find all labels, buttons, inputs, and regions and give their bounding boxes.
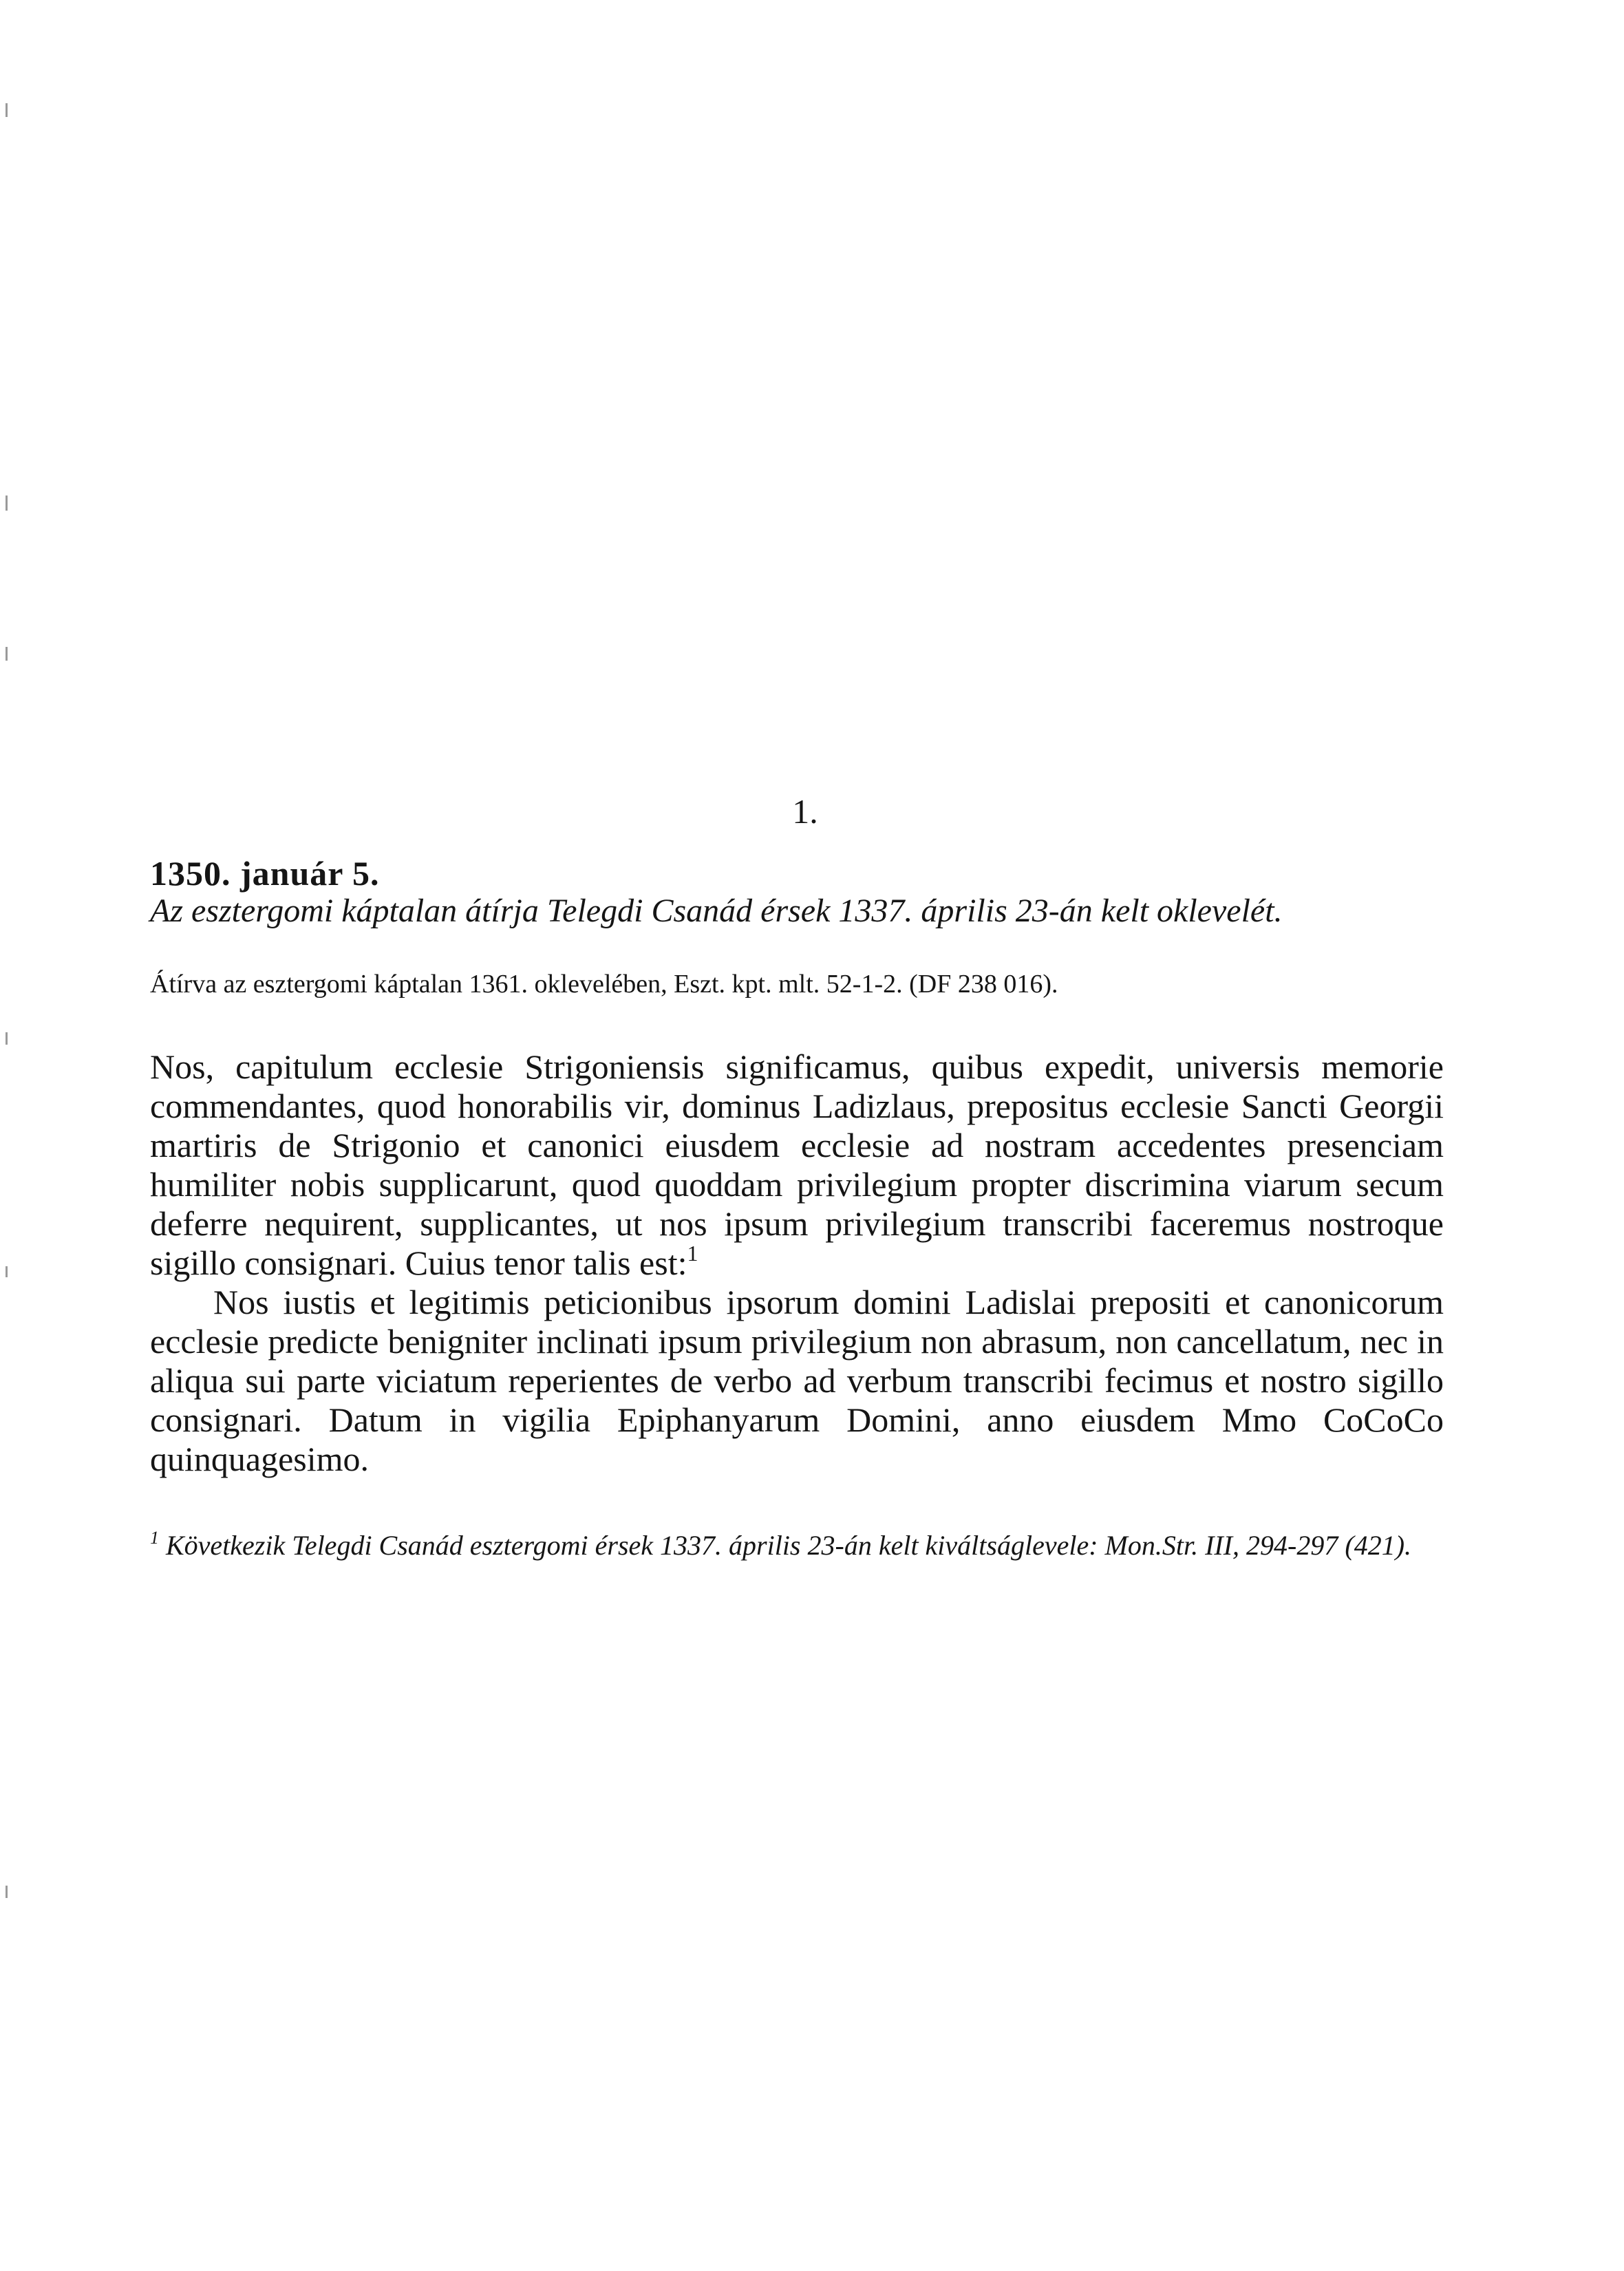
document-body — [150, 1047, 1444, 1479]
body-paragraph — [150, 1047, 1444, 1283]
scan-edge-mark — [6, 647, 8, 661]
footnote — [150, 1526, 1444, 1565]
paragraph-text: Nos, capitulum ecclesie Strigoniensis significamus, quibus expedit, universis memorie commendantes, quod honorabilis vir, dominus Ladizlaus, prepositus ecclesie Sancti Georgii martiris de Strigonio et canonici eiusdem ecclesie ad nostram accedentes presenciam humiliter nobis supplicarunt, quod quoddam privilegium propter discrimina viarum secum deferre nequirent, supplicantes, ut nos ipsum privilegium transcribi faceremus nostroque sigillo consignari. Cuius tenor talis est: — [150, 1047, 1444, 1282]
footnote-reference: 1 — [687, 1241, 698, 1266]
scan-edge-mark — [6, 1886, 8, 1898]
footnote-marker: 1 — [150, 1528, 159, 1548]
source-note: Átírva az esztergomi káptalan 1361. oklevelében, Eszt. kpt. mlt. 52-1-2. (DF 238 016). — [150, 970, 1058, 999]
scan-edge-mark — [6, 103, 8, 117]
document-number: 1. — [792, 792, 818, 831]
date-heading: 1350. január 5. — [150, 854, 380, 893]
body-paragraph: Nos iustis et legitimis peticionibus ipsorum domini Ladislai prepositi et canonicorum ecclesie predicte benigniter inclinati ipsum privilegium non abrasum, non cancellatum, nec in aliqua sui parte viciatum reperientes de verbo ad verbum transcribi fecimus et nostro sigillo consignari. Datum in vigilia Epiphanyarum Domini, anno eiusdem Mmo CoCoCo quinquagesimo. — [150, 1283, 1444, 1478]
scan-edge-mark — [6, 1266, 8, 1277]
scan-edge-mark — [6, 495, 8, 511]
scan-edge-mark — [6, 1032, 8, 1045]
document-summary: Az esztergomi káptalan átírja Telegdi Csanád érsek 1337. április 23-án kelt oklevelét. — [150, 893, 1283, 929]
footnote-text: Következik Telegdi Csanád esztergomi érsek 1337. április 23-án kelt kiváltságlevele: Mon.Str. III, 294-297 (421). — [166, 1530, 1412, 1561]
